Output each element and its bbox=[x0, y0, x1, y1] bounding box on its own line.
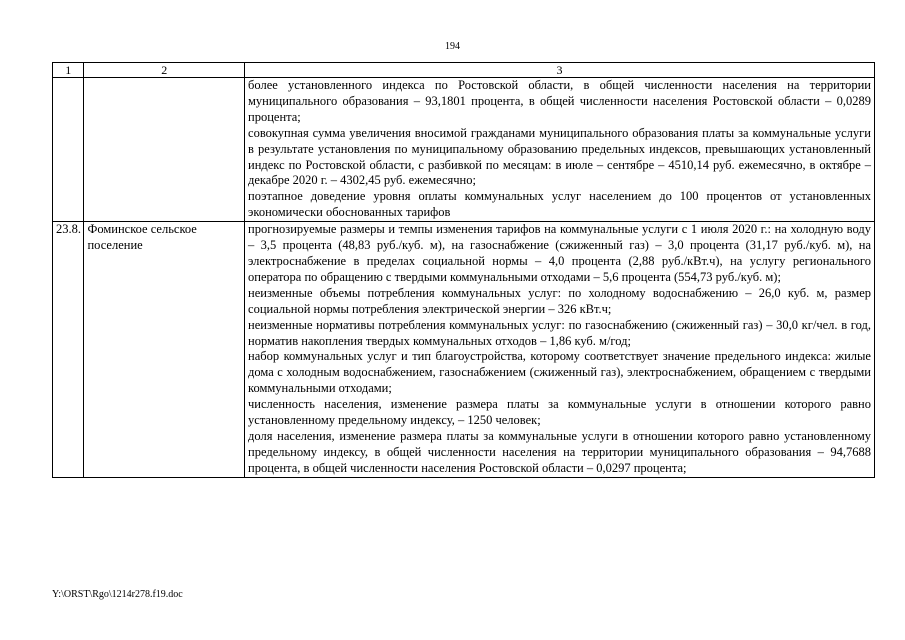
table-header-row bbox=[53, 63, 875, 78]
table-row bbox=[53, 78, 875, 222]
file-path-footer: Y:\ORST\Rgo\1214r278.f19.doc bbox=[52, 589, 183, 600]
table-row bbox=[53, 222, 875, 478]
row-number-cell bbox=[53, 78, 84, 222]
row-name-cell: Фоминское сельское поселение bbox=[84, 222, 245, 478]
row-name-cell bbox=[84, 78, 245, 222]
row-content-cell bbox=[245, 78, 875, 222]
paragraph: доля населения, изменение размера платы за коммунальные услуги в отношении которого равно установленному предельному индексу, в общей численности населения на территории муниципального образования – 94,7688 процента, в общей численности населения Ростовской области – 0,0297 процента; bbox=[248, 428, 871, 475]
paragraph: неизменные нормативы потребления коммунальных услуг: по газоснабжению (сжиженный газ) – 30,0 кг/чел. в год, норматив накопления твердых коммунальных отходов – 1,86 куб. м/год; bbox=[248, 317, 871, 348]
column-header-3: 3 bbox=[245, 63, 875, 78]
paragraph: более установленного индекса по Ростовской области, в общей численности населения на территории муниципального образования – 93,1801 процента, в общей численности населения Ростовской области – 0,0289 процента; bbox=[248, 78, 871, 124]
paragraph: совокупная сумма увеличения вносимой гражданами муниципального образования платы за коммунальные услуги в результате установления по муниципальному образованию предельных индексов, превышающих установленный индекс по Ростовской области, с разбивкой по месяцам: в июле – сентябре – 4510,14 руб. ежемесячно, в октябре – декабре 2020 г. – 4302,45 руб. ежемесячно; bbox=[248, 125, 871, 188]
row-content-cell bbox=[245, 222, 875, 478]
paragraph: поэтапное доведение уровня оплаты коммунальных услуг населением до 100 процентов от установленных экономически обоснованных тарифов bbox=[248, 189, 871, 220]
paragraph: набор коммунальных услуг и тип благоустройства, которому соответствует значение предельного индекса: жилые дома с холодным водоснабжением, газоснабжением (сжиженный газ), электроснабжением, обращением с твердыми коммунальными отходами; bbox=[248, 349, 871, 396]
page-number: 194 bbox=[445, 41, 460, 52]
document-table bbox=[52, 62, 875, 478]
paragraph: неизменные объемы потребления коммунальных услуг: по холодному водоснабжению – 26,0 куб. м, размер социальной нормы потребления электрической энергии – 326 кВт.ч; bbox=[248, 285, 871, 316]
column-header-2: 2 bbox=[84, 63, 245, 78]
row-number-cell: 23.8. bbox=[53, 222, 84, 478]
paragraph: численность населения, изменение размера платы за коммунальные услуги в отношении которого равно установленному предельному индексу, – 1250 человек; bbox=[248, 397, 871, 428]
paragraph: прогнозируемые размеры и темпы изменения тарифов на коммунальные услуги с 1 июля 2020 г.: на холодную воду – 3,5 процента (48,83 руб./куб. м), на газоснабжение (сжиженный газ) – 3,0 процента (31,17 руб./куб. м), на электроснабжение в пределах социальной нормы – 4,0 процента (2,88 руб./кВт.ч), на услугу регионального оператора по обращению с твердыми коммунальными отходами – 5,6 процента (554,73 руб./куб. м); bbox=[248, 222, 871, 284]
column-header-1: 1 bbox=[53, 63, 84, 78]
